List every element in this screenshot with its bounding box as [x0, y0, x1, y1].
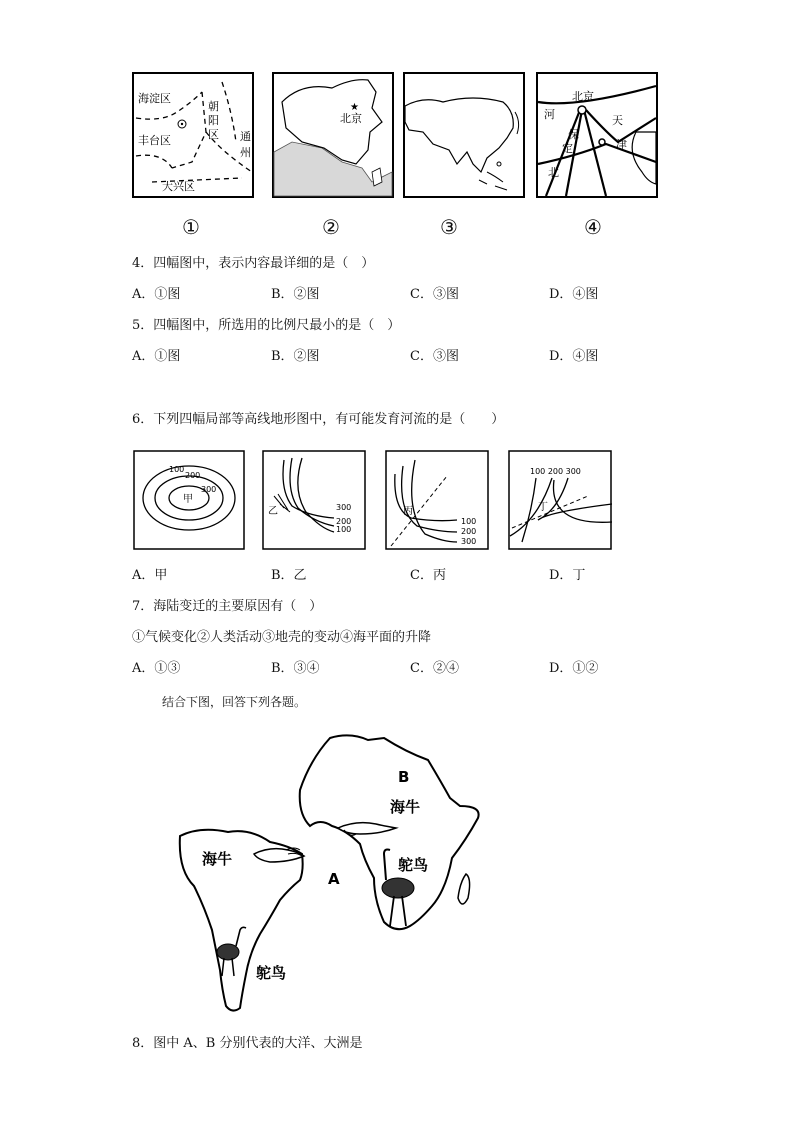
- map-south-america-africa: [170, 730, 490, 1015]
- svg-text:丁: 丁: [538, 502, 548, 513]
- section-intro: 结合下图，回答下列各题。: [162, 695, 307, 709]
- svg-text:200: 200: [185, 471, 201, 480]
- q7-option-d[interactable]: D．①②: [549, 661, 599, 676]
- q6-option-b[interactable]: B．乙: [271, 568, 307, 583]
- map-number-4: ④: [584, 215, 602, 239]
- label-ostrich-africa: 鸵鸟: [398, 856, 429, 874]
- map-number-3: ③: [440, 215, 458, 239]
- label-daxing: 大兴区: [162, 180, 195, 193]
- svg-text:200: 200: [461, 527, 477, 536]
- label-tian: 天: [612, 114, 623, 127]
- label-he: 河: [544, 108, 555, 121]
- map-1-beijing-districts: [132, 72, 254, 198]
- svg-text:乙: 乙: [268, 506, 278, 517]
- label-ding: 定: [562, 142, 573, 155]
- label-yang: 阳: [208, 114, 219, 127]
- svg-text:丙: 丙: [403, 506, 413, 517]
- svg-text:100 200 300: 100 200 300: [530, 467, 581, 476]
- q6-option-a[interactable]: A．甲: [132, 568, 168, 583]
- svg-text:300: 300: [461, 537, 477, 546]
- q6-option-c[interactable]: C．丙: [410, 568, 446, 583]
- map-3-asia: [403, 72, 525, 198]
- q4-option-b[interactable]: B．②图: [271, 287, 320, 302]
- map-2-china: [272, 72, 394, 198]
- map-number-1: ①: [182, 215, 200, 239]
- label-tong: 通: [240, 130, 251, 143]
- label-beijing-4: 北京: [572, 90, 594, 103]
- label-manatee-america: 海牛: [202, 850, 233, 868]
- q4-option-c[interactable]: C．③图: [410, 287, 459, 302]
- contour-map-ding: [508, 450, 612, 550]
- contour-map-bing: [385, 450, 489, 550]
- svg-text:100: 100: [336, 525, 352, 534]
- question-5: 5．四幅图中，所选用的比例尺最小的是（ ）: [132, 318, 401, 333]
- q7-option-c[interactable]: C．②④: [410, 661, 459, 676]
- q7-option-b[interactable]: B．③④: [271, 661, 320, 676]
- contour-map-yi: [262, 450, 366, 550]
- q4-option-a[interactable]: A．①图: [132, 287, 181, 302]
- question-8: 8．图中 A、B 分别代表的大洋、大洲是: [132, 1036, 363, 1051]
- svg-text:100: 100: [461, 517, 477, 526]
- label-manatee-africa: 海牛: [390, 798, 421, 816]
- q5-option-d[interactable]: D．④图: [549, 349, 599, 364]
- svg-text:★: ★: [350, 102, 359, 113]
- label-beijing: 北京: [340, 112, 362, 125]
- q4-option-d[interactable]: D．④图: [549, 287, 599, 302]
- label-haidian: 海淀区: [138, 92, 171, 105]
- q5-option-b[interactable]: B．②图: [271, 349, 320, 364]
- q5-option-a[interactable]: A．①图: [132, 349, 181, 364]
- contour-map-jia: [133, 450, 245, 550]
- q7-option-a[interactable]: A．①③: [132, 661, 181, 676]
- svg-text:甲: 甲: [183, 494, 193, 505]
- svg-text:300: 300: [336, 503, 352, 512]
- label-jin: 津: [616, 138, 627, 151]
- label-bao: 保: [568, 128, 579, 141]
- label-chao: 朝: [208, 100, 219, 113]
- question-4: 4．四幅图中，表示内容最详细的是（ ）: [132, 256, 375, 271]
- label-zhou: 州: [240, 146, 251, 159]
- label-qu: 区: [208, 128, 219, 141]
- q5-option-c[interactable]: C．③图: [410, 349, 459, 364]
- label-bei: 北: [548, 166, 559, 179]
- svg-text:100: 100: [169, 465, 185, 474]
- label-fengtai: 丰台区: [138, 134, 171, 147]
- label-ostrich-america: 鸵鸟: [256, 964, 287, 982]
- map-number-2: ②: [322, 215, 340, 239]
- q6-option-d[interactable]: D．丁: [549, 568, 586, 583]
- question-7: 7．海陆变迁的主要原因有（ ）: [132, 599, 323, 614]
- label-a: A: [328, 870, 340, 888]
- svg-text:300: 300: [201, 485, 217, 494]
- map-4-beijing-tianjin: [536, 72, 658, 198]
- svg-text:200: 200: [336, 517, 352, 526]
- question-7-items: ①气候变化②人类活动③地壳的变动④海平面的升降: [132, 630, 432, 645]
- question-6: 6．下列四幅局部等高线地形图中，有可能发育河流的是（ ）: [132, 412, 505, 427]
- label-b: B: [398, 768, 410, 786]
